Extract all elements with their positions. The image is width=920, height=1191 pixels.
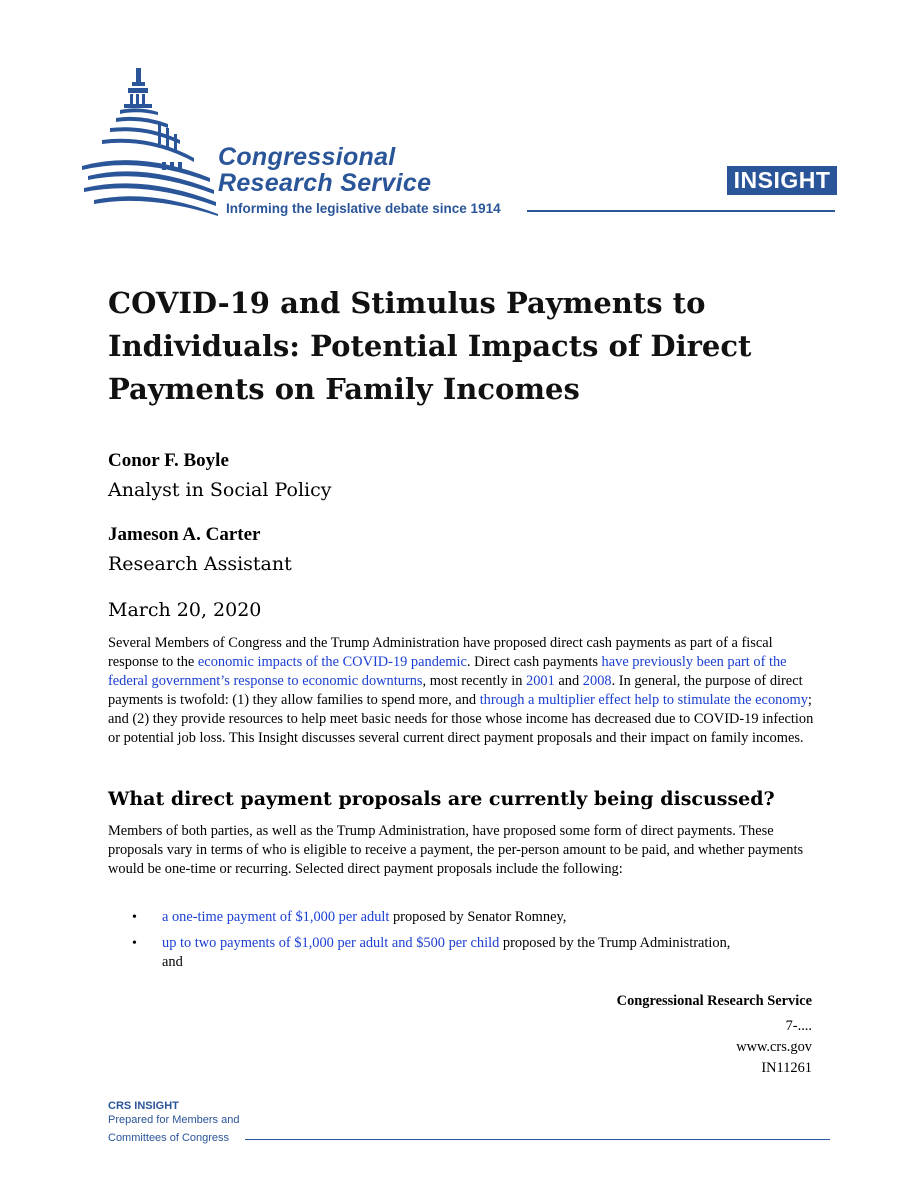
link-previous-payments[interactable]: have previously been part of the federal government’s response to economic downturns: [108, 654, 787, 689]
bullet-item: [132, 908, 752, 928]
text-run: proposed by the Trump Administration, and: [162, 935, 731, 970]
text-run: and: [554, 673, 583, 689]
prepared-for-line2: Committees of Congress: [108, 1132, 230, 1144]
text-run: . In general, the purpose of direct payments is twofold: (1) they allow families to spend more, and: [108, 673, 803, 708]
crs-insight-label: CRS INSIGHT: [108, 1100, 179, 1112]
author-role: Analyst in Social Policy: [108, 479, 332, 501]
text-run: proposed by Senator Romney,: [389, 909, 567, 925]
author-name: Conor F. Boyle: [108, 450, 229, 471]
link-2001[interactable]: 2001: [526, 673, 555, 689]
footer-org-name: Congressional Research Service: [616, 993, 812, 1009]
bullet-text: [162, 908, 752, 927]
link-romney-proposal[interactable]: a one-time payment of $1,000 per adult: [162, 909, 390, 925]
intro-paragraph: [108, 634, 818, 748]
bullet-icon: •: [132, 910, 137, 925]
capitol-dome-logo: [80, 66, 240, 216]
prepared-for-line1: Prepared for Members and: [108, 1114, 240, 1126]
bullet-icon: •: [132, 936, 137, 951]
author-role: Research Assistant: [108, 553, 292, 575]
publication-date: March 20, 2020: [108, 599, 262, 621]
link-administration-proposal[interactable]: up to two payments of $1,000 per adult and $500 per child: [162, 935, 500, 951]
footer-report-id: IN11261: [761, 1060, 812, 1076]
document-title: COVID-19 and Stimulus Payments to Individuals: Potential Impacts of Direct Payments on Family Incomes: [108, 286, 752, 406]
insight-badge: INSIGHT: [727, 166, 837, 195]
bottom-rule: [245, 1139, 830, 1140]
link-2008[interactable]: 2008: [582, 673, 612, 689]
text-run: , most recently in: [422, 673, 527, 689]
bullet-item: [132, 934, 752, 974]
org-name-line1: Congressional: [218, 143, 396, 171]
org-name-line2: Research Service: [218, 169, 432, 197]
org-tagline: Informing the legislative debate since 1914: [226, 201, 501, 216]
link-multiplier-effect[interactable]: through a multiplier effect help to stimulate the economy: [479, 692, 808, 708]
text-run: . Direct cash payments: [466, 654, 602, 670]
text-run: ; and (2) they provide resources to help meet basic needs for those whose income has decreased due to COVID-19 infection or potential job loss. This Insight discusses several current direct payment proposals and their impact on family incomes.: [108, 692, 814, 746]
link-economic-impacts[interactable]: economic impacts of the COVID-19 pandemic: [197, 654, 467, 670]
bullet-text: [162, 934, 752, 972]
footer-report-number: 7-....: [785, 1018, 812, 1034]
author-name: Jameson A. Carter: [108, 524, 261, 545]
section-heading: What direct payment proposals are currently being discussed?: [108, 788, 775, 810]
section-paragraph: Members of both parties, as well as the Trump Administration, have proposed some form of direct payments. These proposals vary in terms of who is eligible to receive a payment, the per-person amount to be paid, and whether payments would be one-time or recurring. Selected direct payment proposals include the following:: [108, 823, 804, 877]
text-run: Several Members of Congress and the Trump Administration have proposed direct cash payments as part of a fiscal response to the: [108, 635, 773, 670]
tagline-rule: [527, 210, 835, 212]
footer-website[interactable]: www.crs.gov: [736, 1039, 812, 1055]
